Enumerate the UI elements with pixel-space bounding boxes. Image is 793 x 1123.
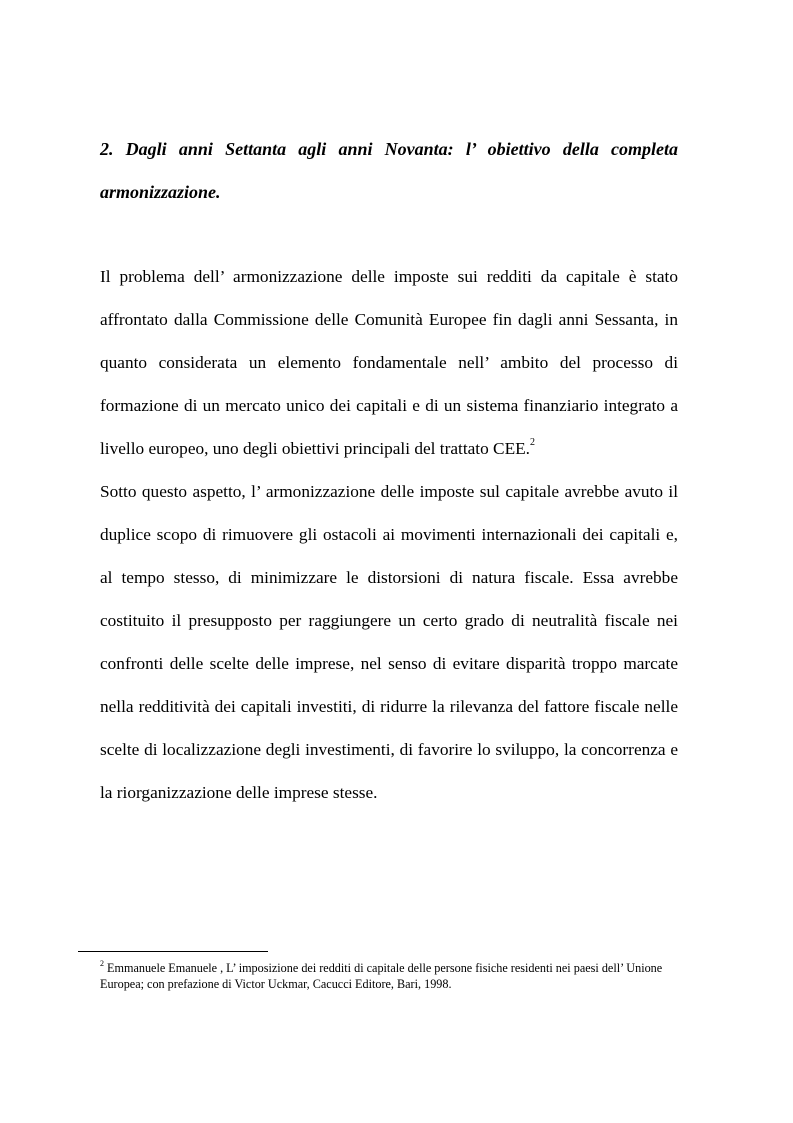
- footnote: [100, 960, 700, 992]
- footnote-separator: [78, 951, 268, 952]
- footnote-text: Emmanuele Emanuele , L’ imposizione dei redditi di capitale delle persone fisiche residenti nei paesi dell’ Unione Europea; con prefazione di Victor Uckmar, Cacucci Editore, Bari, 1998.: [100, 961, 663, 991]
- body-text: [100, 255, 678, 814]
- paragraph-2: Sotto questo aspetto, l’ armonizzazione delle imposte sul capitale avrebbe avuto il duplice scopo di rimuovere gli ostacoli ai movimenti internazionali dei capitali e, al tempo stesso, di minimizzare le distorsioni di natura fiscale. Essa avrebbe costituito il presupposto per raggiungere un certo grado di neutralità fiscale nei confronti delle scelte delle imprese, nel senso di evitare disparità troppo marcate nella redditività dei capitali investiti, di ridurre la rilevanza del fattore fiscale nelle scelte di localizzazione degli investimenti, di favorire lo sviluppo, la concorrenza e la riorganizzazione delle imprese stesse.: [100, 482, 678, 802]
- paragraph-1-text: Il problema dell’ armonizzazione delle imposte sui redditi da capitale è stato affrontato dalla Commissione delle Comunità Europee fin dagli anni Sessanta, in quanto considerata un elemento fondamentale nell’ ambito del processo di formazione di un mercato unico dei capitali e di un sistema finanziario integrato a livello europeo, uno degli obiettivi principali del trattato CEE.: [100, 267, 678, 458]
- footnote-reference[interactable]: 2: [530, 437, 536, 449]
- section-heading: 2. Dagli anni Settanta agli anni Novanta: l’ obiettivo della completa armonizzazione.: [100, 139, 678, 202]
- footnote-number: 2: [100, 958, 104, 968]
- paragraph-1: [100, 255, 678, 470]
